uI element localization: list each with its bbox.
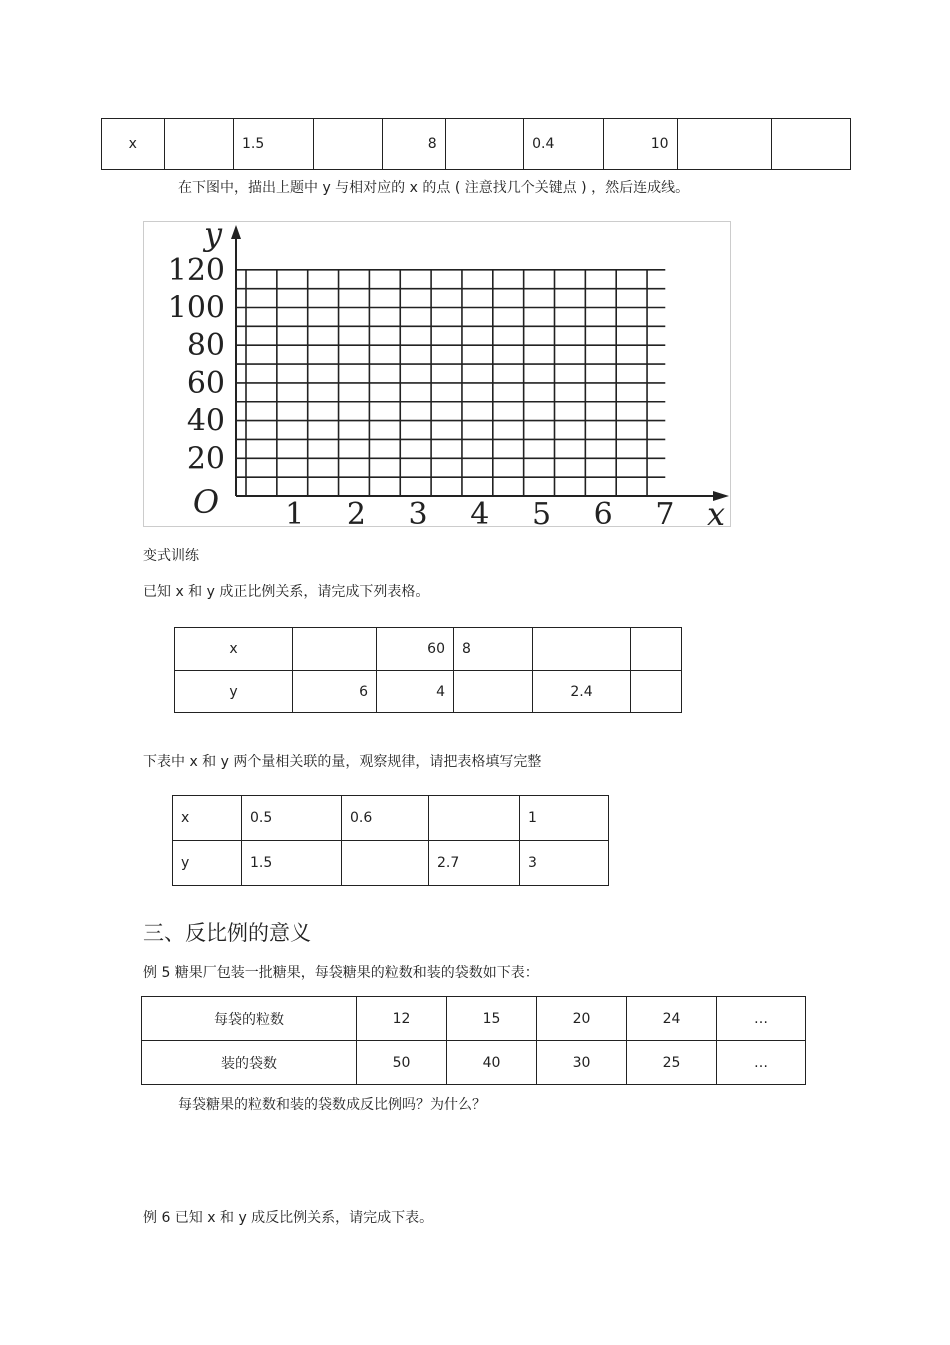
table-cell: 6 bbox=[293, 671, 377, 713]
table-cell: 4 bbox=[377, 671, 454, 713]
table-cell: y bbox=[175, 671, 293, 713]
x-tick-label: 5 bbox=[531, 497, 552, 527]
table-cell: 50 bbox=[357, 1041, 447, 1085]
data-table-2 bbox=[174, 627, 682, 713]
table-cell bbox=[313, 119, 382, 170]
table-cell bbox=[429, 796, 520, 841]
y-tick-label: 20 bbox=[186, 441, 225, 477]
coordinate-grid-chart bbox=[143, 221, 731, 527]
y-tick-label: 120 bbox=[167, 252, 225, 288]
table-cell: 60 bbox=[377, 628, 454, 671]
table-cell: 40 bbox=[447, 1041, 537, 1085]
x-tick-label: 4 bbox=[470, 497, 490, 527]
question-proportional: 已知 x 和 y 成正比例关系，请完成下列表格。 bbox=[143, 584, 430, 600]
table-cell: 0.4 bbox=[524, 119, 604, 170]
x-tick-label: 6 bbox=[593, 497, 613, 527]
table-cell bbox=[772, 119, 851, 170]
section-heading-inverse-proportion: 三、反比例的意义 bbox=[143, 921, 311, 945]
table-row bbox=[173, 841, 609, 886]
table-cell: 1.5 bbox=[242, 841, 342, 886]
table-cell bbox=[454, 671, 533, 713]
y-tick-label: 60 bbox=[186, 365, 225, 401]
x-axis-label: x bbox=[706, 495, 726, 527]
table-cell: 15 bbox=[447, 997, 537, 1041]
table-cell bbox=[631, 628, 682, 671]
table-cell: 20 bbox=[537, 997, 627, 1041]
instruction-plot: 在下图中，描出上题中 y 与相对应的 x 的点 ( 注意找几个关键点 ) ，然后连成线。 bbox=[178, 180, 690, 196]
table-cell: x bbox=[102, 119, 165, 170]
table-cell: 1.5 bbox=[233, 119, 313, 170]
data-table-3 bbox=[172, 795, 609, 886]
data-table-1 bbox=[101, 118, 851, 170]
question-pattern: 下表中 x 和 y 两个量相关联的量，观察规律，请把表格填写完整 bbox=[143, 754, 542, 770]
table-cell: 3 bbox=[520, 841, 609, 886]
table-cell: x bbox=[173, 796, 242, 841]
table-cell bbox=[631, 671, 682, 713]
table-cell: … bbox=[717, 1041, 806, 1085]
table-cell: 2.4 bbox=[533, 671, 631, 713]
table-cell: 每袋的粒数 bbox=[142, 997, 357, 1041]
table-cell: 2.7 bbox=[429, 841, 520, 886]
table-row bbox=[142, 1041, 806, 1085]
table-cell: 0.5 bbox=[242, 796, 342, 841]
table-row bbox=[142, 997, 806, 1041]
data-table-4 bbox=[141, 996, 806, 1085]
table-cell bbox=[293, 628, 377, 671]
example-6-text: 例 6 已知 x 和 y 成反比例关系，请完成下表。 bbox=[143, 1210, 434, 1226]
table-cell: 0.6 bbox=[342, 796, 429, 841]
y-axis-label: y bbox=[203, 221, 223, 253]
origin-label: O bbox=[192, 483, 220, 521]
table-cell: 10 bbox=[603, 119, 677, 170]
table-row bbox=[173, 796, 609, 841]
table-cell bbox=[164, 119, 233, 170]
table-cell bbox=[677, 119, 772, 170]
x-tick-label: 3 bbox=[408, 497, 428, 527]
table-cell: y bbox=[173, 841, 242, 886]
table-cell: … bbox=[717, 997, 806, 1041]
section-variant-training: 变式训练 bbox=[143, 548, 199, 564]
table-cell: 8 bbox=[454, 628, 533, 671]
table-cell: x bbox=[175, 628, 293, 671]
table-cell: 30 bbox=[537, 1041, 627, 1085]
table-cell: 12 bbox=[357, 997, 447, 1041]
example-5-text: 例 5 糖果厂包装一批糖果，每袋糖果的粒数和装的袋数如下表： bbox=[143, 965, 539, 981]
table-cell: 装的袋数 bbox=[142, 1041, 357, 1085]
y-tick-label: 40 bbox=[186, 403, 225, 439]
x-tick-label: 7 bbox=[655, 497, 675, 527]
question-5: 每袋糖果的粒数和装的袋数成反比例吗？为什么？ bbox=[178, 1097, 486, 1113]
y-tick-label: 100 bbox=[167, 290, 225, 326]
table-row bbox=[102, 119, 851, 170]
table-cell: 24 bbox=[627, 997, 717, 1041]
table-cell: 1 bbox=[520, 796, 609, 841]
table-cell bbox=[533, 628, 631, 671]
y-tick-label: 80 bbox=[186, 328, 225, 364]
table-row bbox=[175, 671, 682, 713]
table-cell bbox=[342, 841, 429, 886]
table-row bbox=[175, 628, 682, 671]
x-tick-label: 2 bbox=[346, 497, 366, 527]
table-cell: 8 bbox=[382, 119, 445, 170]
x-tick-label: 1 bbox=[285, 497, 305, 527]
table-cell: 25 bbox=[627, 1041, 717, 1085]
table-cell bbox=[445, 119, 523, 170]
